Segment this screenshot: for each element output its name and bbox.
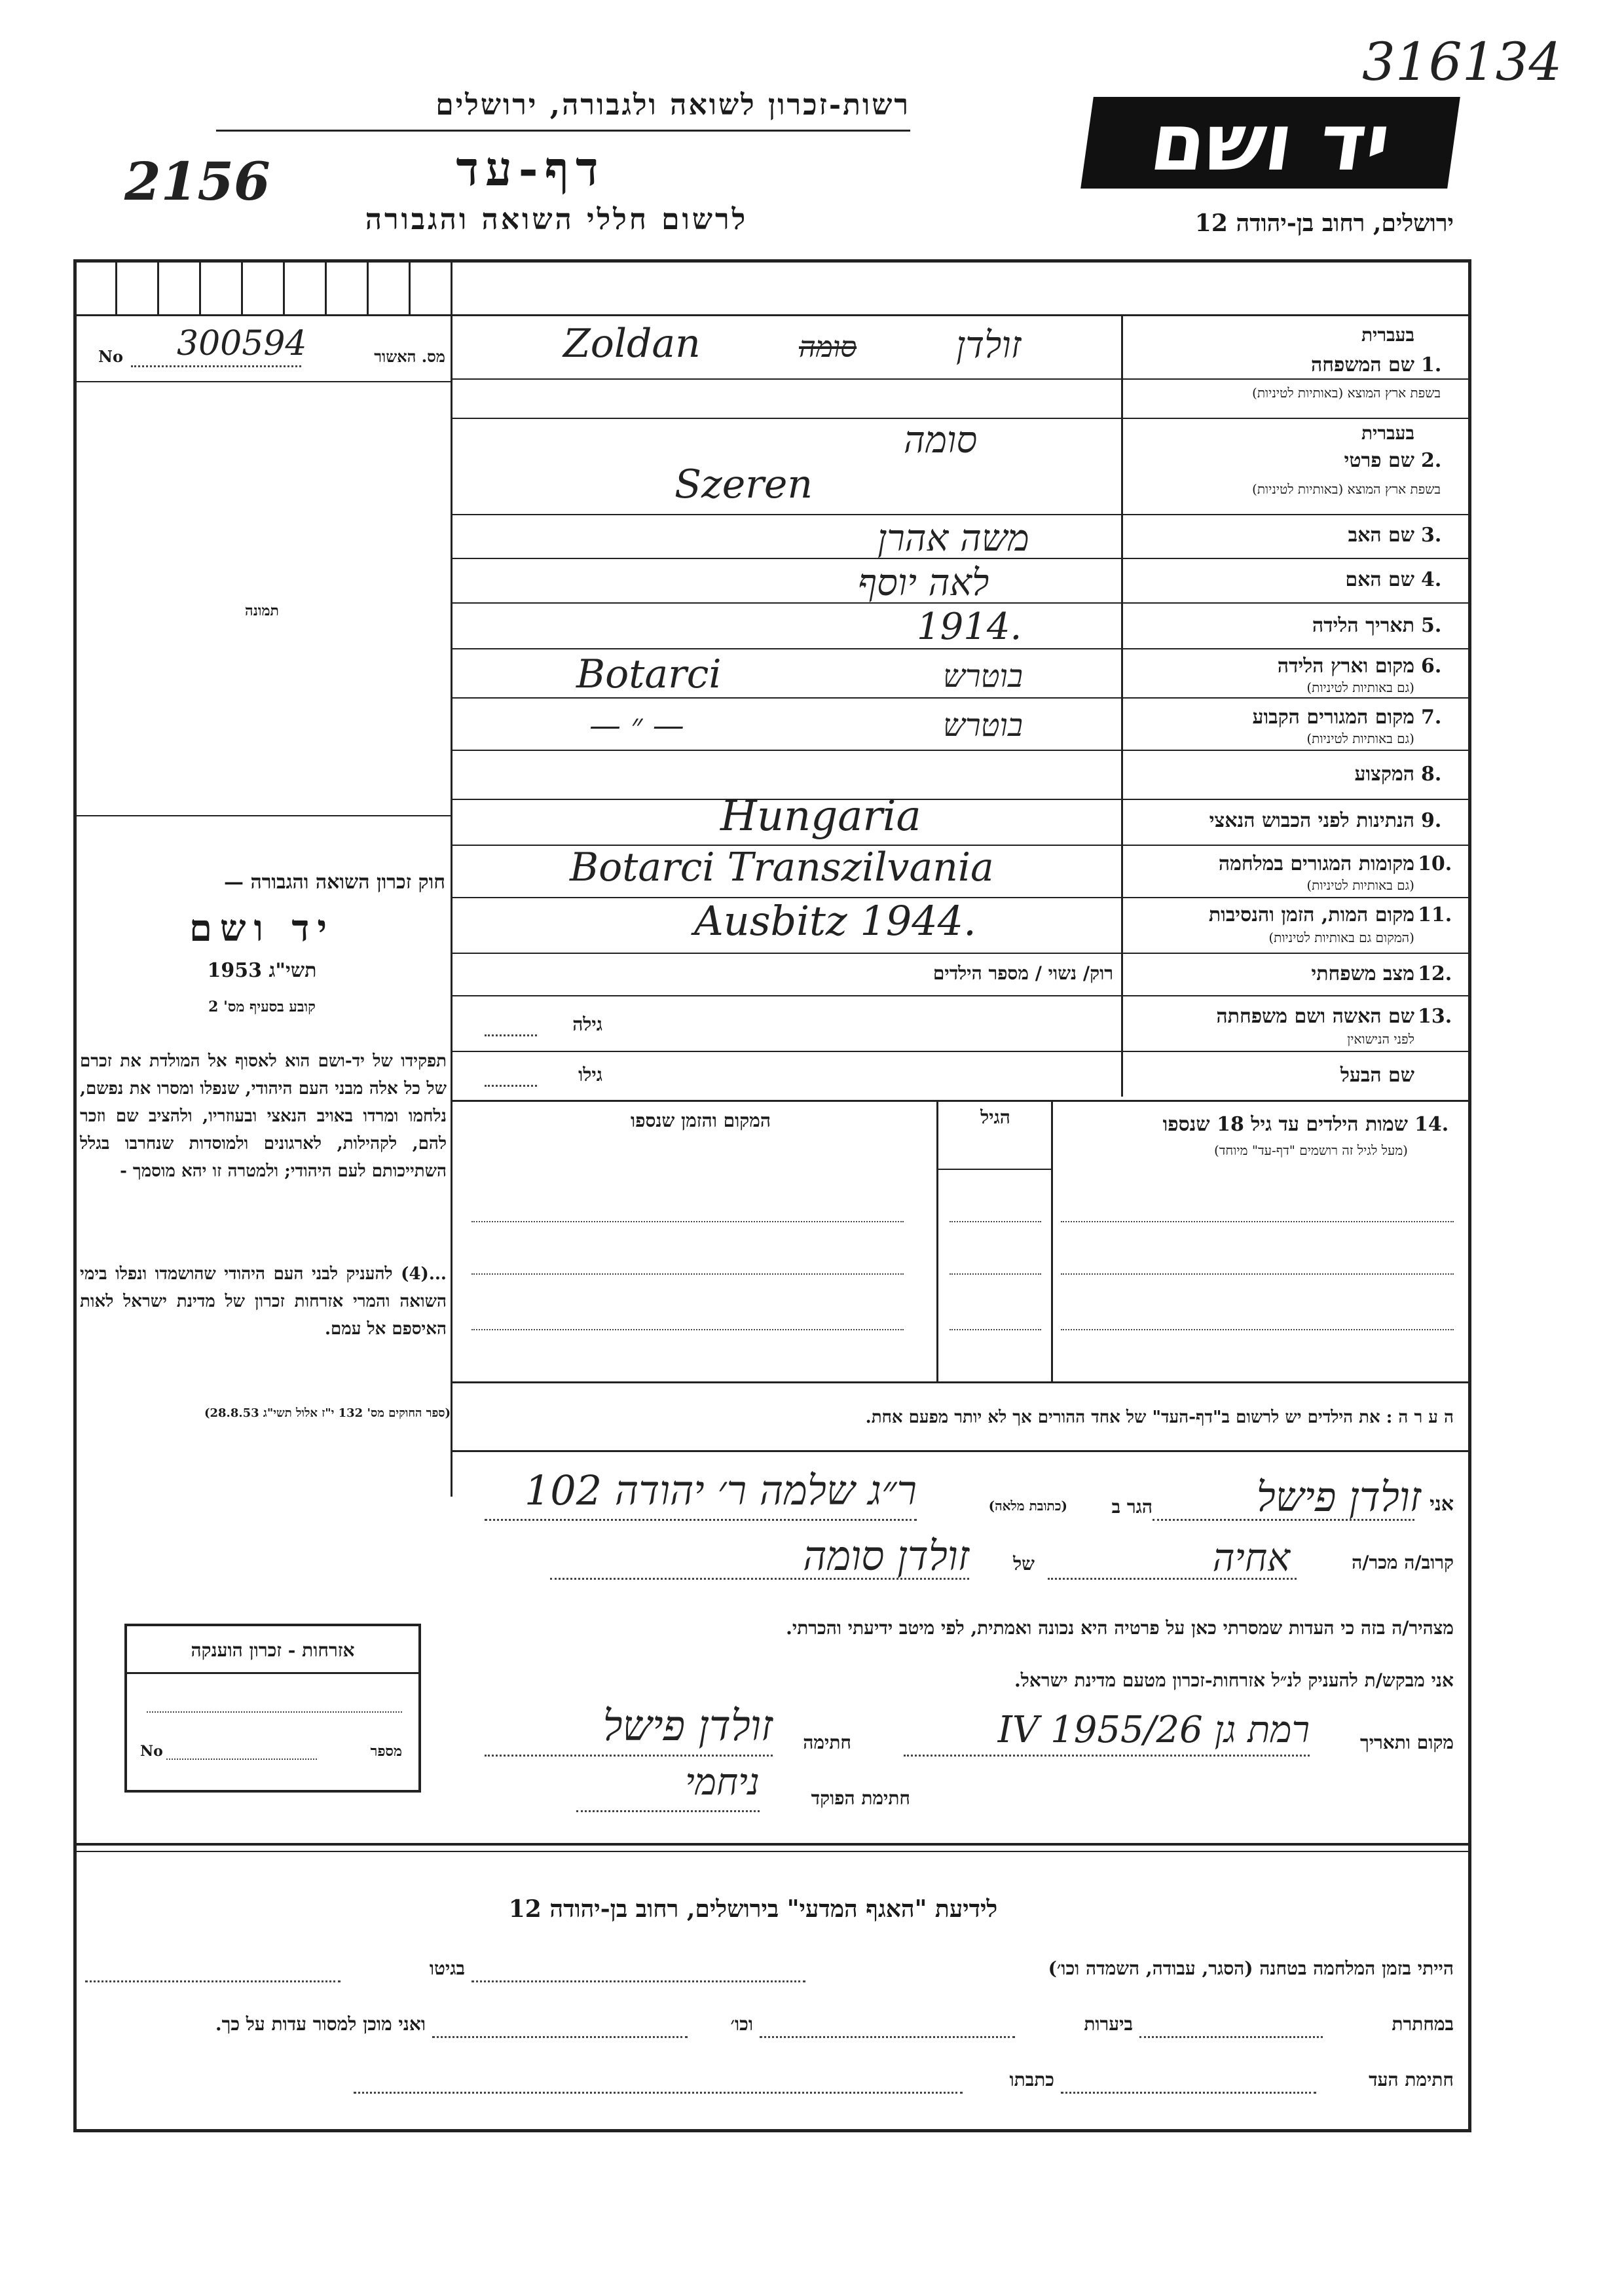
law-paragraph-1: תפקידו של יד-ושם הוא לאסוף אל המולדת את זכרם של כל אלה מבני העם היהודי, שנפלו ומסרו את נפשם, נלחמו ומרדו באויב הנאצי ובעוזריו, ולהציב שם וזכר להם, לקהילות, לארגונים ולמוסדות שנחרבו בגלל השתייכותם לעם היהודי; ולמטרה זו יהא מוסמך - xyxy=(80,1051,447,1181)
field-1-sub: בשפת ארץ המוצא (באותיות לטיניות) xyxy=(1252,385,1441,401)
field-11-value[interactable]: Ausbitz 1944. xyxy=(694,897,976,945)
field-3-number: 3. xyxy=(1421,524,1442,547)
field-1-hebrew-tag: בעברית xyxy=(1361,324,1414,346)
declarant-i-label: אני xyxy=(1430,1493,1454,1516)
law-name: יד ושם xyxy=(189,907,335,950)
field-7-number: 7. xyxy=(1421,706,1442,729)
field-2-latin-value[interactable]: Szeren xyxy=(674,462,813,507)
field-4-number: 4. xyxy=(1421,568,1442,591)
field-11-sub: (המקום גם באותיות לטיניות) xyxy=(1268,930,1414,945)
declaration-statement: מצהיר/ה בזה כי העדות שמסרתי כאן על פרטיה היא נכונה ואמתית, לפי מיטב ידיעתי והכרתי. xyxy=(786,1617,1454,1639)
field-1-number: 1. xyxy=(1421,354,1442,376)
field-6-latin-value[interactable]: Botarci xyxy=(576,651,722,697)
footer-line2-b: ביערות xyxy=(1084,2013,1133,2035)
field-1-struck-value: סומה xyxy=(799,331,857,364)
field-12-label: מצב משפחתי xyxy=(1311,962,1414,985)
field-6-number: 6. xyxy=(1421,655,1442,678)
field-1-hebrew-value[interactable]: זולדן xyxy=(956,324,1022,367)
field-14-sub: (מעל לגיל זה רושמים "דף-עד" מיוחד) xyxy=(1214,1142,1408,1158)
declarant-address[interactable]: ר״ג שלמה ר׳ יהודה 102 xyxy=(524,1467,917,1514)
field-7-sub: (גם באותיות לטיניות) xyxy=(1306,731,1414,746)
field-5-label: תאריך הלידה xyxy=(1312,614,1414,637)
field-10-sub: (גם באותיות לטיניות) xyxy=(1306,877,1414,893)
signature-label: חתימה xyxy=(803,1732,851,1753)
field-4-label: שם האם xyxy=(1345,568,1414,591)
field-6-label: מקום וארץ הלידה xyxy=(1277,655,1414,678)
citizenship-no-mark: No xyxy=(140,1743,163,1760)
field-12-number: 12. xyxy=(1418,962,1452,985)
citizenship-number-label: מספר xyxy=(370,1743,402,1760)
field-13-label: שם האשה ושם משפחתה xyxy=(1216,1005,1414,1028)
of-label: של xyxy=(1013,1553,1035,1575)
place-date-label: מקום ותאריך xyxy=(1359,1732,1454,1753)
approval-no-mark: No xyxy=(98,347,123,366)
field-1-label: שם המשפחה xyxy=(1310,354,1414,376)
field-11-number: 11. xyxy=(1418,903,1452,926)
citizenship-box xyxy=(124,1624,421,1793)
footer-line2-c: וכו׳ xyxy=(730,2013,753,2035)
children-col-age: הגיל xyxy=(980,1106,1010,1128)
page-title: דף-עד xyxy=(456,141,605,196)
husband-label: שם הבעל xyxy=(1340,1064,1414,1087)
archive-number: 316134 xyxy=(1362,31,1562,92)
field-7-label: מקום המגורים הקבוע xyxy=(1252,706,1414,729)
citizenship-request: אני מבקש/ת להעניק לנ״ל אזרחות-זכרון מטעם מדינת ישראל. xyxy=(1014,1669,1454,1691)
law-title: חוק זכרון השואה והגבורה — xyxy=(224,871,445,894)
law-clause: קובע בסעיף מס' 2 xyxy=(208,998,316,1015)
field-9-number: 9. xyxy=(1421,809,1442,832)
approval-label: מס. האשור xyxy=(374,347,445,366)
field-14-label: שמות הילדים עד גיל 18 שנספו xyxy=(1162,1113,1408,1136)
page-subtitle: לרשום חללי השואה והגבורה xyxy=(365,203,748,236)
field-14-number: 14. xyxy=(1414,1113,1449,1136)
footer-line3-a: חתימת העד xyxy=(1369,2069,1454,2090)
field-10-value[interactable]: Botarci Transzilvania xyxy=(570,845,994,890)
relation-value[interactable]: אחיה xyxy=(1212,1535,1290,1580)
law-source: (ספר החוקים מס' 132 י"ז אלול תשי"ג 28.8.53) xyxy=(204,1406,451,1420)
field-6-sub: (גם באותיות לטיניות) xyxy=(1306,680,1414,695)
field-9-value[interactable]: Hungaria xyxy=(720,792,921,841)
law-year: תשי"ג 1953 xyxy=(207,959,317,982)
officer-signature[interactable]: ניחמי xyxy=(685,1761,760,1804)
field-6-hebrew-value[interactable]: בוטרש xyxy=(943,658,1023,695)
approval-number: 300594 xyxy=(177,324,307,363)
footer-title: לידיעת "האגף המדעי" בירושלים, רחוב בן-יהודה 12 xyxy=(508,1895,998,1923)
field-2-hebrew-tag: בעברית xyxy=(1361,422,1414,444)
field-13-age-label: גילה xyxy=(572,1013,602,1035)
field-2-sub: בשפת ארץ המוצא (באותיות לטיניות) xyxy=(1252,481,1441,497)
field-1-latin-value[interactable]: Zoldan xyxy=(563,321,701,367)
field-10-label: מקומות המגורים במלחמה xyxy=(1218,852,1414,875)
declarant-resides-label: הגר ב xyxy=(1111,1496,1153,1518)
field-12-value[interactable]: רוק/ נשוי / מספר הילדים xyxy=(932,962,1113,984)
field-2-number: 2. xyxy=(1421,449,1442,472)
yad-vashem-logo: יד ושם xyxy=(1080,97,1460,189)
photo-label: תמונה xyxy=(245,602,279,619)
form-number: 2156 xyxy=(124,151,270,212)
field-13-number: 13. xyxy=(1418,1005,1452,1028)
field-3-label: שם האב xyxy=(1348,524,1414,547)
footer-line1-a: הייתי בזמן המלחמה בטחנה (הסגר, עבודה, השמדה וכו׳) xyxy=(1048,1958,1454,1979)
authority-title: רשות-זכרון לשואה ולגבורה, ירושלים xyxy=(435,88,910,122)
citizenship-box-title: אזרחות - זכרון הוענקה xyxy=(191,1639,355,1661)
field-3-value[interactable]: משה אהרן xyxy=(877,517,1029,560)
declarant-address-hint: (כתובת מלאה) xyxy=(988,1498,1067,1514)
footer-line2-d: ואני מוכן למסור עדות על כך. xyxy=(215,2013,426,2035)
field-9-label: הנתינות לפני הכבוש הנאצי xyxy=(1209,809,1414,832)
relative-label: קרוב/ה מכר/ה xyxy=(1352,1552,1454,1573)
officer-label: חתימת הפוקד xyxy=(811,1787,910,1809)
declarant-name[interactable]: זולדן פישל xyxy=(1256,1473,1421,1521)
law-paragraph-2: ...(4) להעניק לבני העם היהודי שהושמדו ונפלו בימי השואה והמרי אזרחות זכרון של מדינת ישראל לאות האיספם אל עמם. xyxy=(80,1264,447,1339)
field-11-label: מקום המות, הזמן והנסיבות xyxy=(1208,903,1414,926)
footer-line3-b: כתבתו xyxy=(1009,2069,1054,2090)
field-4-value[interactable]: לאה יוסף xyxy=(858,562,989,604)
footer-line1-b: בגיטו xyxy=(429,1958,465,1979)
field-8-label: המקצוע xyxy=(1354,763,1414,786)
field-5-value[interactable]: 1914. xyxy=(917,606,1022,648)
field-8-number: 8. xyxy=(1421,763,1442,786)
field-5-number: 5. xyxy=(1421,614,1442,637)
field-7-hebrew-value[interactable]: בוטרש xyxy=(943,707,1023,744)
note: ה ע ר ה : את הילדים יש לרשום ב"דף-העד" של אחד ההורים אך לא יותר מפעם אחת. xyxy=(865,1408,1454,1427)
field-7-latin-value[interactable]: — ״ — xyxy=(589,707,684,744)
of-name[interactable]: זולדן סומה xyxy=(803,1532,969,1580)
field-2-hebrew-value[interactable]: סומה xyxy=(904,419,978,462)
place-date-value[interactable]: רמת גן 26/IV 1955 xyxy=(997,1709,1310,1751)
field-10-number: 10. xyxy=(1418,852,1452,875)
field-13-sub: לפני הנישואין xyxy=(1347,1031,1414,1047)
field-2-label: שם פרטי xyxy=(1344,449,1414,472)
signature-value[interactable]: זולדן פישל xyxy=(602,1702,773,1751)
address: ירושלים, רחוב בן-יהודה 12 xyxy=(1194,210,1454,237)
children-col-place: המקום והזמן שנספו xyxy=(631,1110,771,1131)
footer-line2-a: במחתרת xyxy=(1392,2013,1454,2035)
husband-age-label: גילו xyxy=(578,1064,602,1085)
